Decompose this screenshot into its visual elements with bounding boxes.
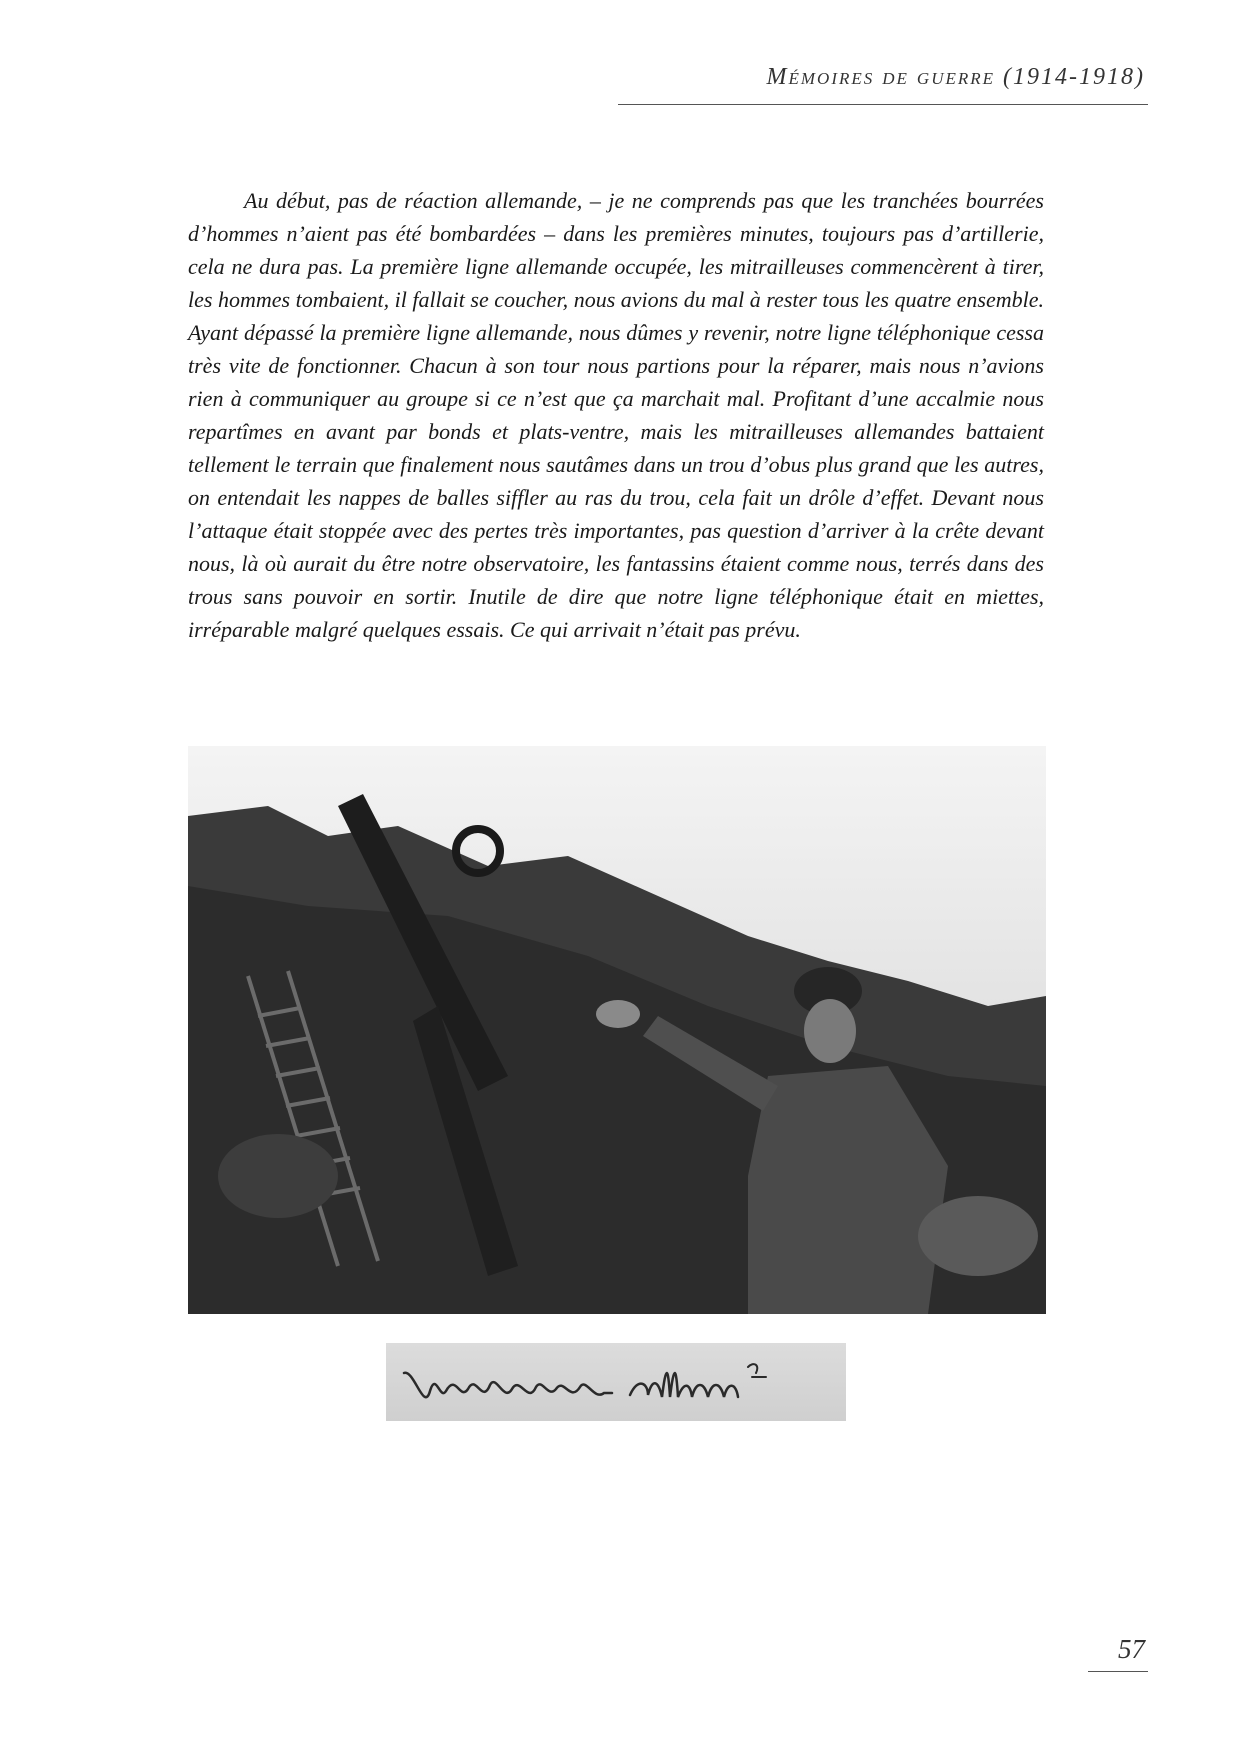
photo-illustration <box>188 746 1046 1314</box>
handwritten-caption-strip <box>386 1343 846 1421</box>
footer-rule <box>1088 1671 1148 1672</box>
page-number: 57 <box>1118 1634 1145 1664</box>
trench-photograph <box>188 746 1046 1314</box>
handwritten-caption <box>386 1343 846 1421</box>
running-title: Mémoires de guerre (1914-1918) <box>766 64 1145 90</box>
body-paragraph: Au début, pas de réaction allemande, – je ne comprends pas que les tranchées bourrées d’hommes n’aient pas été bombardées – dans les premières minutes, toujours pas d’artillerie, cela ne dura pas. La première ligne allemande occupée, les mitrailleuses commencèrent à tirer, les hommes tombaient, il fallait se coucher, nous avions du mal à rester tous les quatre ensemble. Ayant dépassé la première ligne allemande, nous dûmes y revenir, notre ligne téléphonique cessa très vite de fonctionner. Chacun à son tour nous partions pour la réparer, mais nous n’avions rien à communiquer au groupe si ce n’est que ça marchait mal. Profitant d’une accalmie nous repartîmes en avant par bonds et plats-ventre, mais les mitrailleuses allemandes battaient tellement le terrain que finalement nous sautâmes dans un trou d’obus plus grand que les autres, on entendait les nappes de balles siffler au ras du trou, cela fait un drôle d’effet. Devant nous l’attaque était stoppée avec des pertes très importantes, pas question d’arriver à la crête devant nous, là où aurait du être notre observatoire, les fantassins étaient comme nous, terrés dans des trous sans pouvoir en sortir. Inutile de dire que notre ligne téléphonique était en miettes, irréparable malgré quelques essais. Ce qui arrivait n’était pas prévu. <box>188 188 1044 642</box>
header-rule <box>618 104 1148 105</box>
